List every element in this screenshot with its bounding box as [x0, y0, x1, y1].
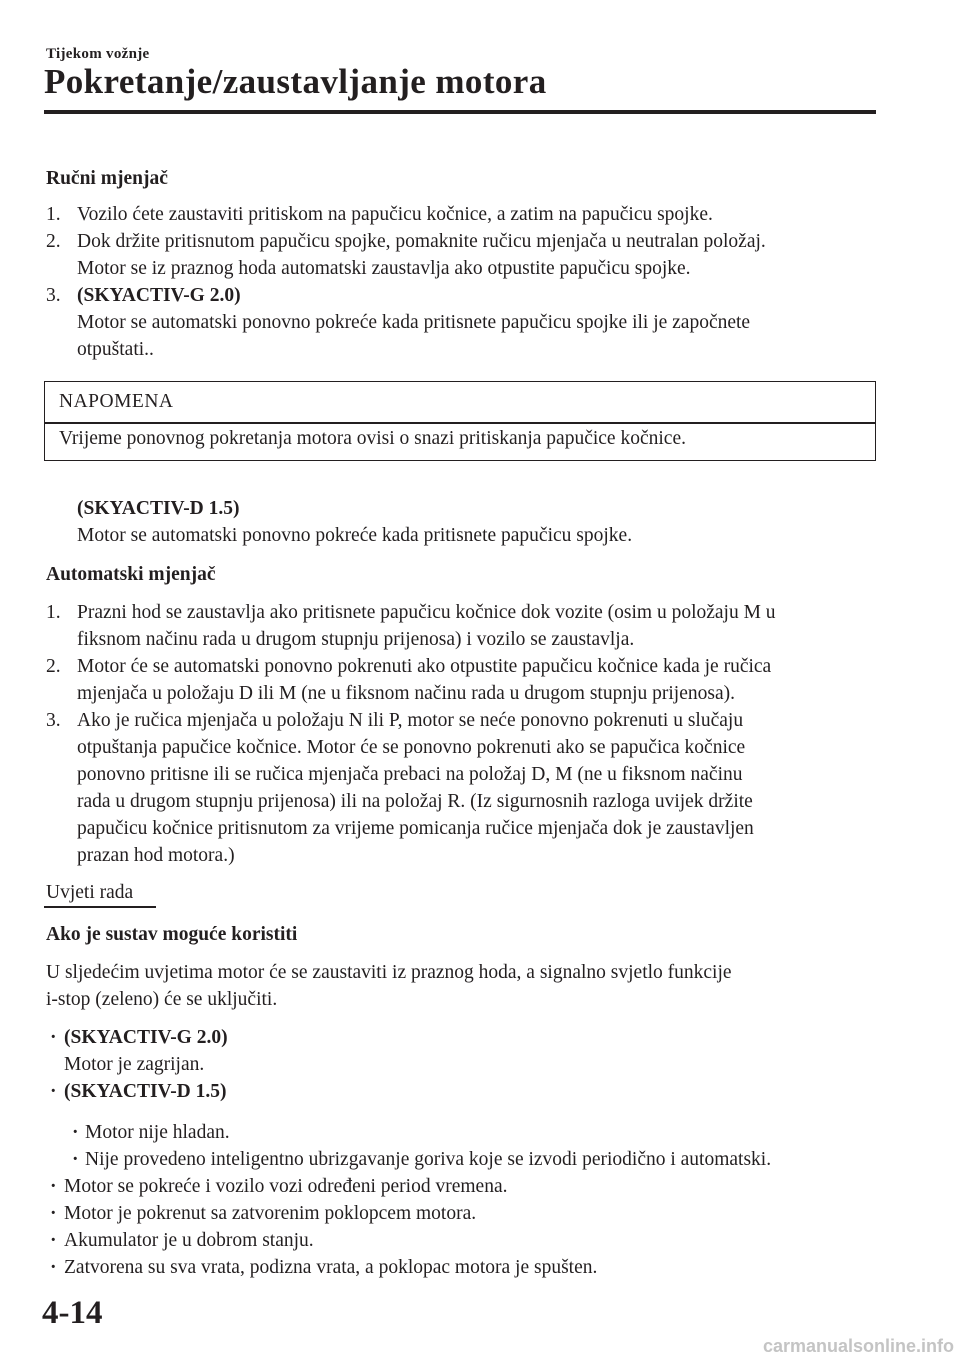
manual-diesel-text: Motor se automatski ponovno pokreće kada pritisnete papučicu spojke. [77, 525, 633, 546]
automatic-item-1-number: 1. [46, 602, 61, 623]
conditions-intro-line-2: i-stop (zeleno) će se uključiti. [46, 989, 278, 1010]
automatic-heading: Automatski mjenjač [46, 564, 216, 585]
conditions-item-3: Akumulator je u dobrom stanju. [64, 1230, 314, 1251]
automatic-item-3-number: 3. [46, 710, 61, 731]
manual-item-1-number: 1. [46, 204, 61, 225]
manual-heading: Ručni mjenjač [46, 168, 168, 189]
bullet-icon: · [50, 1230, 57, 1251]
automatic-item-3-line-4: rada u drugom stupnju prijenosa) ili na položaj R. (Iz sigurnosnih razloga uvijek držite [77, 791, 753, 812]
page-number: 4-14 [42, 1295, 103, 1331]
conditions-intro-line-1: U sljedećim uvjetima motor će se zaustaviti iz praznog hoda, a signalno svjetlo funkcije [46, 962, 732, 983]
automatic-item-2-line-2: mjenjača u položaju D ili M (ne u fiksnom načinu rada u drugom stupnju prijenosa). [77, 683, 735, 704]
bullet-icon: · [50, 1203, 57, 1224]
manual-item-3-engine-label: (SKYACTIV-G 2.0) [77, 285, 241, 306]
manual-item-2-line-1: Dok držite pritisnutom papučicu spojke, pomaknite ručicu mjenjača u neutralan položaj. [77, 231, 766, 252]
conditions-g-heading: (SKYACTIV-G 2.0) [64, 1027, 228, 1048]
automatic-item-3-line-6: prazan hod motora.) [77, 845, 235, 866]
bullet-icon: · [72, 1149, 79, 1170]
manual-item-3-number: 3. [46, 285, 61, 306]
bullet-icon: · [50, 1027, 57, 1048]
conditions-d-heading: (SKYACTIV-D 1.5) [64, 1081, 227, 1102]
watermark: carmanualsonline.info [762, 1336, 954, 1356]
conditions-item-2: Motor je pokrenut sa zatvorenim poklopcem motora. [64, 1203, 477, 1224]
automatic-item-3-line-2: otpuštanja papučice kočnice. Motor će se ponovno pokrenuti ako se papučica kočnice [77, 737, 746, 758]
page-title: Pokretanje/zaustavljanje motora [44, 62, 547, 101]
bullet-icon: · [50, 1257, 57, 1278]
manual-item-1-line-1: Vozilo ćete zaustaviti pritiskom na papučicu kočnice, a zatim na papučicu spojke. [77, 204, 713, 225]
manual-item-3-line-3: otpuštati.. [77, 339, 154, 360]
conditions-d-item-1: Motor nije hladan. [85, 1122, 230, 1143]
conditions-item-1: Motor se pokreće i vozilo vozi određeni period vremena. [64, 1176, 508, 1197]
section-label: Tijekom vožnje [46, 46, 150, 62]
bullet-icon: · [50, 1176, 57, 1197]
note-divider [45, 422, 875, 424]
title-divider [44, 110, 876, 114]
automatic-item-1-line-1: Prazni hod se zaustavlja ako pritisnete papučicu kočnice dok vozite (osim u položaju M u [77, 602, 776, 623]
conditions-subheading: Ako je sustav moguće koristiti [46, 924, 298, 945]
note-text: Vrijeme ponovnog pokretanja motora ovisi o snazi pritiskanja papučice kočnice. [59, 428, 686, 449]
conditions-heading: Uvjeti rada [46, 882, 134, 903]
automatic-item-2-line-1: Motor će se automatski ponovno pokrenuti ako otpustite papučicu kočnice kada je ručica [77, 656, 772, 677]
manual-item-2-line-2: Motor se iz praznog hoda automatski zaustavlja ako otpustite papučicu spojke. [77, 258, 691, 279]
conditions-item-4: Zatvorena su sva vrata, podizna vrata, a poklopac motora je spušten. [64, 1257, 598, 1278]
automatic-item-1-line-2: fiksnom načinu rada u drugom stupnju prijenosa) i vozilo se zaustavlja. [77, 629, 635, 650]
manual-diesel-heading: (SKYACTIV-D 1.5) [77, 498, 240, 519]
automatic-item-2-number: 2. [46, 656, 61, 677]
note-title: NAPOMENA [59, 391, 174, 412]
automatic-item-3-line-3: ponovno pritisne ili se ručica mjenjača prebaci na položaj D, M (ne u fiksnom načinu [77, 764, 743, 785]
note-box [44, 381, 876, 461]
automatic-item-3-line-1: Ako je ručica mjenjača u položaju N ili P, motor se neće ponovno pokrenuti u slučaju [77, 710, 744, 731]
conditions-g-text: Motor je zagrijan. [64, 1054, 205, 1075]
bullet-icon: · [72, 1122, 79, 1143]
manual-item-2-number: 2. [46, 231, 61, 252]
manual-item-3-line-2: Motor se automatski ponovno pokreće kada pritisnete papučicu spojke ili je započnete [77, 312, 751, 333]
conditions-d-item-2: Nije provedeno inteligentno ubrizgavanje goriva koje se izvodi periodično i automatski. [85, 1149, 772, 1170]
conditions-heading-underline [44, 906, 156, 908]
automatic-item-3-line-5: papučicu kočnice pritisnutom za vrijeme pomicanja ručice mjenjača dok je zaustavljen [77, 818, 754, 839]
bullet-icon: · [50, 1081, 57, 1102]
